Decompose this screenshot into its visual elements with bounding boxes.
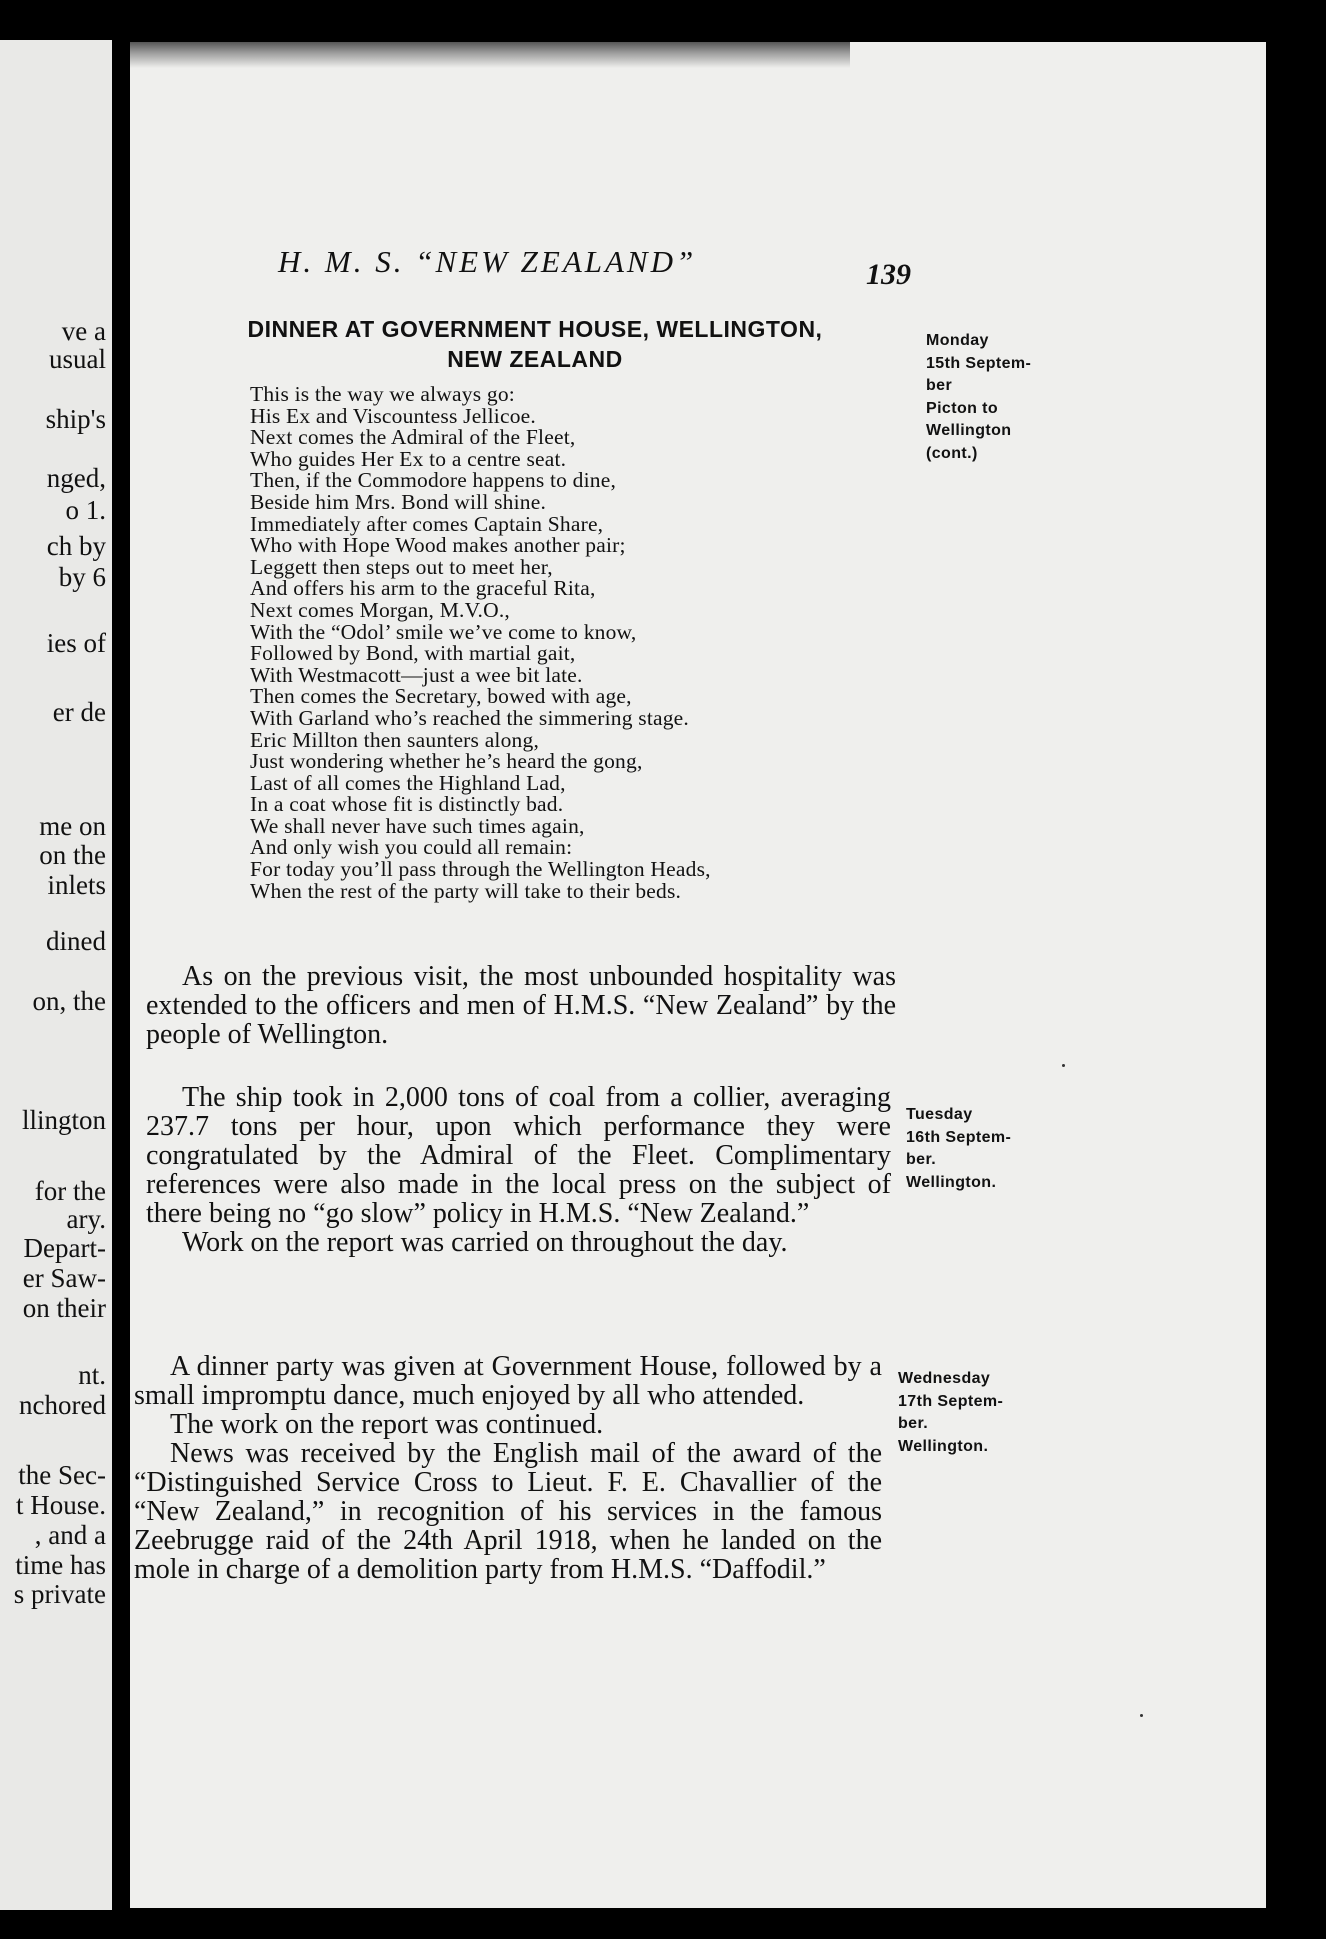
poem-line: Who with Hope Wood makes another pair; xyxy=(250,533,626,558)
poem xyxy=(250,384,830,902)
poem-line: Immediately after comes Captain Share, xyxy=(250,511,604,536)
side-note-line: 15th Septem- xyxy=(926,354,1032,372)
facing-page-text: ary. xyxy=(66,1204,106,1234)
poem-line: In a coat whose fit is distinctly bad. xyxy=(250,792,564,817)
poem-line: This is the way we always go: xyxy=(250,382,515,406)
facing-page-text: t House. xyxy=(16,1490,106,1520)
side-note-line: Wellington. xyxy=(906,1173,997,1191)
facing-page-text: dined xyxy=(46,926,106,956)
poem-line: Then comes the Secretary, bowed with age, xyxy=(250,684,632,709)
side-note-line: Picton to xyxy=(926,399,999,417)
facing-page-fragment xyxy=(0,40,112,1910)
side-note-line: Monday xyxy=(926,332,989,349)
poem-line: And offers his arm to the graceful Rita, xyxy=(250,576,596,601)
facing-page-text: by 6 xyxy=(58,562,106,592)
facing-page-text: for the xyxy=(34,1176,106,1206)
side-note-line: Wednesday xyxy=(898,1370,991,1387)
facing-page-text: nt. xyxy=(78,1360,106,1390)
section-heading xyxy=(180,314,890,374)
facing-page-text: inlets xyxy=(47,870,106,900)
facing-page-text: o 1. xyxy=(65,495,106,525)
side-note-monday xyxy=(926,330,1076,465)
speck xyxy=(1140,1714,1143,1717)
facing-page-text: ve a xyxy=(61,316,106,346)
poem-line: Who guides Her Ex to a centre seat. xyxy=(250,446,567,471)
poem-line: We shall never have such times again, xyxy=(250,813,585,838)
facing-page-text: on the xyxy=(39,840,106,870)
facing-page-text: on their xyxy=(22,1293,106,1323)
poem-line: Then, if the Commodore happens to dine, xyxy=(250,468,617,493)
facing-page-text: ies of xyxy=(46,628,106,658)
side-note-line: (cont.) xyxy=(926,444,978,462)
facing-page-text: time has xyxy=(15,1550,106,1580)
paragraph-text: The work on the report was continued. xyxy=(170,1409,604,1440)
paragraph-dinner xyxy=(134,1352,882,1584)
facing-page-text: the Sec- xyxy=(18,1460,106,1490)
facing-page-text: er Saw- xyxy=(22,1263,106,1293)
poem-line: Last of all comes the Highland Lad, xyxy=(250,770,566,795)
side-note-line: 17th Septem- xyxy=(898,1392,1004,1410)
paragraph-hospitality xyxy=(146,962,896,1049)
poem-line: And only wish you could all remain: xyxy=(250,835,573,860)
facing-page-text: Depart- xyxy=(23,1233,106,1263)
facing-page-text: llington xyxy=(21,1105,106,1135)
paragraph-text: News was received by the English mail of the award of the “Distinguished Service Cross to Lieut. F. E. Chavallier of the “New Zealand,” in recognition of his services in the famous Zeebrugge raid of the 24th April 1918, when he landed on the mole in charge of a demolition party from H.M.S. “Daffodil.” xyxy=(134,1438,882,1585)
side-note-tuesday xyxy=(906,1104,1056,1194)
facing-page-text: , and a xyxy=(34,1520,106,1550)
facing-page-text: on, the xyxy=(32,986,106,1016)
facing-page-text: nged, xyxy=(46,463,106,493)
running-head: H. M. S. “NEW ZEALAND” xyxy=(278,244,697,279)
poem-line: With the “Odol’ smile we’ve come to know, xyxy=(250,619,637,644)
side-note-line: ber xyxy=(926,377,953,394)
facing-page-text: usual xyxy=(49,344,106,374)
poem-line: For today you’ll pass through the Wellington Heads, xyxy=(250,857,711,882)
book-gutter xyxy=(112,0,132,1939)
paragraph-text: As on the previous visit, the most unbounded hospitality was extended to the officers and men of H.M.S. “New Zealand” by the people of Wellington. xyxy=(146,961,896,1050)
side-note-wednesday xyxy=(898,1368,1048,1458)
poem-line: Next comes Morgan, M.V.O., xyxy=(250,597,510,622)
facing-page-text: ch by xyxy=(46,531,106,561)
facing-page-text: s private xyxy=(13,1579,106,1609)
speck xyxy=(1062,1064,1065,1067)
poem-line: With Garland who’s reached the simmering stage. xyxy=(250,705,690,730)
page-number: 139 xyxy=(866,258,911,291)
page-edge-shadow xyxy=(130,42,850,68)
facing-page-text: me on xyxy=(39,811,106,841)
heading-line: NEW ZEALAND xyxy=(447,346,623,372)
poem-line: Just wondering whether he’s heard the gong, xyxy=(250,749,643,774)
paragraph-text: A dinner party was given at Government House, followed by a small impromptu dance, much enjoyed by all who attended. xyxy=(134,1351,882,1411)
paragraph-coal xyxy=(146,1083,891,1257)
side-note-line: Wellington xyxy=(926,422,1012,439)
facing-page-text: er de xyxy=(52,697,106,727)
poem-line: With Westmacott—just a wee bit late. xyxy=(250,662,583,687)
poem-line: Beside him Mrs. Bond will shine. xyxy=(250,489,547,514)
poem-line: Eric Millton then saunters along, xyxy=(250,727,540,752)
paragraph-text: Work on the report was carried on throughout the day. xyxy=(182,1227,788,1258)
poem-line: When the rest of the party will take to their beds. xyxy=(250,878,682,903)
facing-page-text: nchored xyxy=(19,1390,106,1420)
side-note-line: Wellington. xyxy=(898,1437,989,1455)
poem-line: His Ex and Viscountess Jellicoe. xyxy=(250,403,536,428)
side-note-line: 16th Septem- xyxy=(906,1128,1012,1146)
poem-line: Followed by Bond, with martial gait, xyxy=(250,641,576,666)
heading-line: DINNER AT GOVERNMENT HOUSE, WELLINGTON, xyxy=(247,316,823,342)
poem-line: Leggett then steps out to meet her, xyxy=(250,554,553,579)
side-note-line: ber. xyxy=(906,1151,937,1168)
paragraph-text: The ship took in 2,000 tons of coal from a collier, averaging 237.7 tons per hour, upon which performance they were congratulated by the Admiral of the Fleet. Complimentary references were also made in the local press on the subject of there being no “go slow” policy in H.M.S. “New Zealand.” xyxy=(146,1082,891,1229)
poem-line: Next comes the Admiral of the Fleet, xyxy=(250,425,576,450)
side-note-line: Tuesday xyxy=(906,1106,973,1123)
side-note-line: ber. xyxy=(898,1415,929,1432)
facing-page-text: ship's xyxy=(45,404,106,434)
